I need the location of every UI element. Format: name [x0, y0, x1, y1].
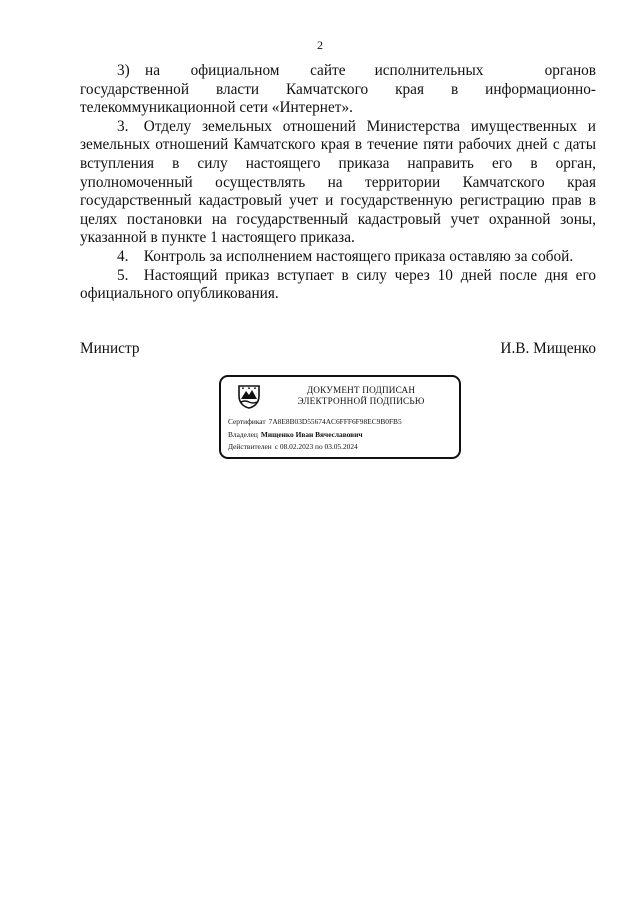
paragraph-item-3: 3. Отделу земельных отношений Министерства имущественных и земельных отношений Камчатского края в течение пяти рабочих дней с даты вступления в силу настоящего приказа направить его в орган, уполномоченный осуществлять на территории Камчатского края государственный кадастровый учет и государственную регистрацию прав в целях постановки на государственный кадастровый учет охранной зоны, указанной в пункте 1 настоящего приказа. — [80, 117, 596, 247]
page-number: 2 — [317, 38, 323, 52]
coat-of-arms-icon — [237, 383, 261, 409]
paragraph-item-3-sub: 3) на официальном сайте исполнительных органов государственной власти Камчатского края в информационно-телекоммуникационной сети «Интернет». — [80, 62, 596, 117]
certificate-value: 7A8E8B03D55674AC6FFF6F98EC9B0FB5 — [268, 417, 402, 426]
certificate-label: Сертификат — [228, 417, 266, 426]
owner-value: Мищенко Иван Вячеславович — [260, 430, 363, 439]
validity-label: Действителен — [228, 442, 272, 451]
signer-name: И.В. Мищенко — [500, 340, 596, 357]
stamp-owner — [228, 430, 363, 440]
signer-role: Министр — [80, 340, 140, 357]
owner-label: Владелец — [228, 430, 258, 439]
stamp-certificate — [228, 417, 402, 427]
stamp-title-line-1: ДОКУМЕНТ ПОДПИСАН — [306, 385, 416, 395]
paragraph-item-5: 5. Настоящий приказ вступает в силу через 10 дней после дня его официального опубликования. — [80, 266, 596, 303]
electronic-signature-stamp — [219, 375, 461, 459]
stamp-title-line-2: ЭЛЕКТРОННОЙ ПОДПИСЬЮ — [297, 396, 425, 406]
document-body — [80, 62, 596, 304]
paragraph-item-4: 4. Контроль за исполнением настоящего приказа оставляю за собой. — [117, 247, 574, 265]
stamp-validity — [228, 442, 358, 452]
validity-value: с 08.02.2023 по 03.05.2024 — [274, 442, 358, 451]
